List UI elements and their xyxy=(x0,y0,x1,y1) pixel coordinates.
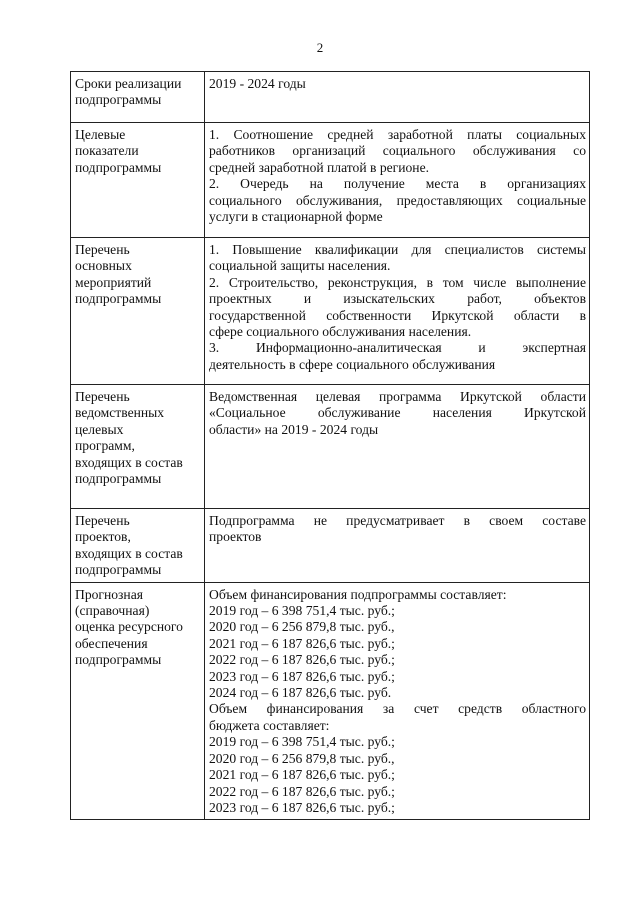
row-label-line: подпрограммы xyxy=(75,159,162,175)
row-value-line: услуги в стационарной форме xyxy=(209,209,383,225)
page-number: 2 xyxy=(316,40,324,55)
row-value-line: 1. Соотношение средней заработной платы социальных xyxy=(209,127,586,142)
row-value-line: работников организаций социального обслуживания со xyxy=(209,143,586,159)
row-label-line: Сроки реализации xyxy=(75,76,182,91)
row-value-line: 2024 год – 6 187 826,6 тыс. руб. xyxy=(209,685,392,701)
row-value-line: 2019 год – 6 398 751,4 тыс. руб.; xyxy=(209,734,395,750)
row-value-line: 1. Повышение квалификации для специалистов системы xyxy=(209,242,586,257)
row-label-line: основных xyxy=(75,258,132,274)
row-label-line: подпрограммы xyxy=(75,291,162,307)
subprogram-passport-table xyxy=(70,71,590,820)
row-label-line: входящих в состав xyxy=(75,545,183,561)
row-value-line: сфере социального обслуживания населения. xyxy=(209,324,472,340)
row-value-line: 3. Информационно-аналитическая и экспертная xyxy=(209,340,586,356)
row-label-line: программ, xyxy=(75,438,135,454)
row-value-line: деятельность в сфере социального обслуживания xyxy=(209,356,496,372)
row-value-line: 2021 год – 6 187 826,6 тыс. руб.; xyxy=(209,767,395,783)
table-row xyxy=(71,385,590,509)
row-label-line: (справочная) xyxy=(75,603,150,619)
row-value-line: 2020 год – 6 256 879,8 тыс. руб., xyxy=(209,619,395,635)
row-value-cell xyxy=(205,582,590,820)
row-value-line: Подпрограмма не предусматривает в своем составе xyxy=(209,513,586,528)
table-row xyxy=(71,582,590,820)
row-value-line: Ведомственная целевая программа Иркутской области xyxy=(209,389,586,404)
row-value-line: 2. Строительство, реконструкция, в том числе выполнение xyxy=(209,274,586,290)
row-value-line: социального обслуживания, предоставляющих социальные xyxy=(209,192,586,208)
row-label-line: мероприятий xyxy=(75,274,152,290)
row-value-cell xyxy=(205,123,590,238)
row-value-line: 2022 год – 6 187 826,6 тыс. руб.; xyxy=(209,783,395,799)
row-label-line: подпрограммы xyxy=(75,562,162,578)
row-value-line: бюджета составляет: xyxy=(209,717,330,733)
row-value-line: 2020 год – 6 256 879,8 тыс. руб., xyxy=(209,750,395,766)
row-value-line: 2022 год – 6 187 826,6 тыс. руб.; xyxy=(209,652,395,668)
table-row xyxy=(71,72,590,123)
row-value-line: 2021 год – 6 187 826,6 тыс. руб.; xyxy=(209,635,395,651)
row-label-cell xyxy=(71,72,205,123)
row-label-line: целевых xyxy=(75,421,124,437)
row-value-line: «Социальное обслуживание населения Иркутской xyxy=(209,405,586,421)
row-label-line: входящих в состав xyxy=(75,454,183,470)
row-value-line: Объем финансирования за счет средств областного xyxy=(209,701,586,717)
row-label-line: подпрограммы xyxy=(75,92,162,108)
table-row xyxy=(71,509,590,583)
row-value-line: государственной собственности Иркутской области в xyxy=(209,307,586,323)
row-label-line: ведомственных xyxy=(75,405,165,421)
row-label-cell xyxy=(71,123,205,238)
row-label-cell xyxy=(71,238,205,385)
row-value-line: 2019 год – 6 398 751,4 тыс. руб.; xyxy=(209,603,395,619)
table-row xyxy=(71,238,590,385)
row-label-cell xyxy=(71,582,205,820)
row-value-line: средней заработной платой в регионе. xyxy=(209,159,430,175)
row-value-line: социальной защиты населения. xyxy=(209,258,391,274)
row-value-line: проектов xyxy=(209,529,262,545)
row-label-line: проектов, xyxy=(75,529,131,545)
row-label-line: показатели xyxy=(75,143,139,159)
row-label-cell xyxy=(71,509,205,583)
row-label-line: Целевые xyxy=(75,127,126,142)
row-value-cell xyxy=(205,385,590,509)
row-label-line: Перечень xyxy=(75,242,130,257)
row-value-line: 2019 - 2024 годы xyxy=(209,76,306,91)
row-label-line: Перечень xyxy=(75,389,130,404)
row-label-line: Прогнозная xyxy=(75,586,143,602)
row-value-line: 2023 год – 6 187 826,6 тыс. руб.; xyxy=(209,799,395,815)
row-value-line: 2023 год – 6 187 826,6 тыс. руб.; xyxy=(209,668,395,684)
row-value-cell xyxy=(205,72,590,123)
row-label-cell xyxy=(71,385,205,509)
row-label-line: оценка ресурсного xyxy=(75,619,183,635)
row-label-line: подпрограммы xyxy=(75,471,162,487)
table-row xyxy=(71,123,590,238)
row-value-line: 2. Очередь на получение места в организациях xyxy=(209,176,586,192)
row-label-line: подпрограммы xyxy=(75,652,162,668)
row-value-line: Объем финансирования подпрограммы составляет: xyxy=(209,586,507,602)
row-label-line: Перечень xyxy=(75,513,130,528)
table-body xyxy=(71,72,590,820)
row-value-cell xyxy=(205,238,590,385)
row-label-line: обеспечения xyxy=(75,635,148,651)
row-value-cell xyxy=(205,509,590,583)
row-value-line: проектных и изыскательских работ, объектов xyxy=(209,291,586,307)
row-value-line: области» на 2019 - 2024 годы xyxy=(209,421,379,437)
